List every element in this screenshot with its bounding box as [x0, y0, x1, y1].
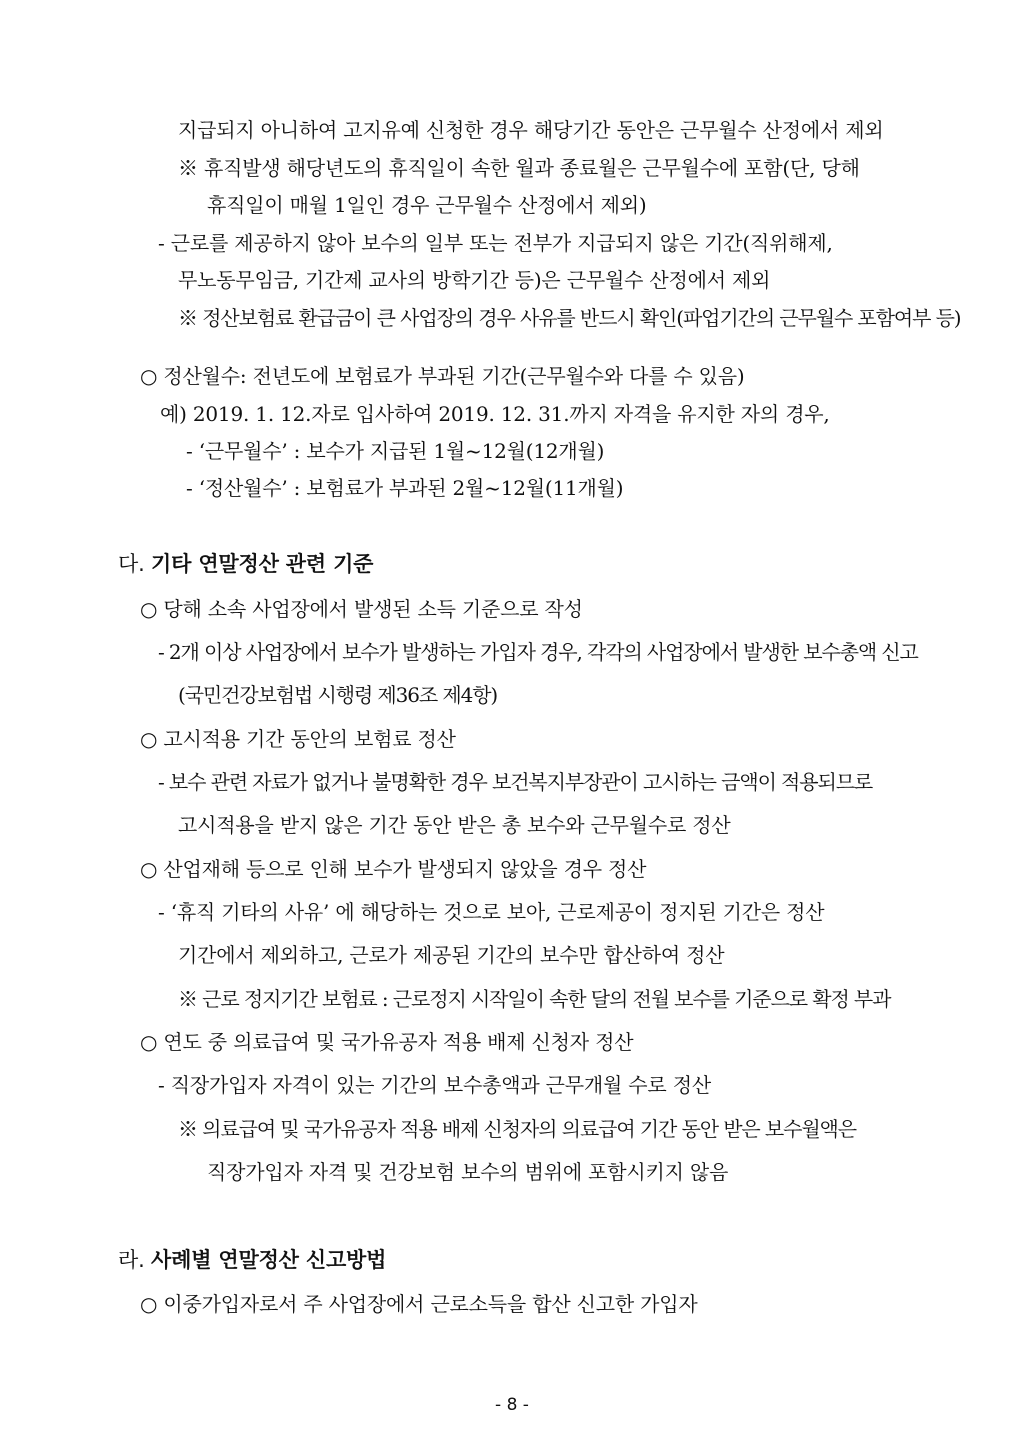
- bullet-dash-line: - ‘휴직 기타의 사유’ 에 해당하는 것으로 보아, 근로제공이 정지된 기간은 정산: [158, 900, 825, 924]
- bullet-dash-line-continued: (국민건강보험법 시행령 제36조 제4항): [178, 683, 498, 707]
- note-line-continued: 휴직일이 매월 1일인 경우 근무월수 산정에서 제외): [207, 193, 647, 217]
- bullet-dash-line: - 보수 관련 자료가 없거나 불명확한 경우 보건복지부장관이 고시하는 금액이 적용되므로: [158, 770, 873, 794]
- bullet-dash-line: - 2개 이상 사업장에서 보수가 발생하는 가입자 경우, 각각의 사업장에서 발생한 보수총액 신고: [158, 640, 918, 664]
- note-line-continued: 직장가입자 자격 및 건강보험 보수의 범위에 포함시키지 않음: [207, 1160, 729, 1184]
- bullet-circle-line: ○ 연도 중 의료급여 및 국가유공자 적용 배제 신청자 정산: [140, 1030, 634, 1054]
- section-prefix: 라.: [118, 1248, 145, 1272]
- note-line: ※ 의료급여 및 국가유공자 적용 배제 신청자의 의료급여 기간 동안 받은 보수월액은: [178, 1117, 856, 1141]
- bullet-circle-line: ○ 고시적용 기간 동안의 보험료 정산: [140, 727, 456, 751]
- bullet-circle-line: ○ 이중가입자로서 주 사업장에서 근로소득을 합산 신고한 가입자: [140, 1292, 698, 1316]
- example-line: 예) 2019. 1. 12.자로 입사하여 2019. 12. 31.까지 자격을 유지한 자의 경우,: [160, 402, 830, 426]
- note-line: ※ 근로 정지기간 보험료 : 근로정지 시작일이 속한 달의 전월 보수를 기준으로 확정 부과: [178, 987, 891, 1011]
- bullet-dash-line-continued: 기간에서 제외하고, 근로가 제공된 기간의 보수만 합산하여 정산: [178, 943, 725, 967]
- section-heading: [118, 550, 373, 578]
- bullet-dash-line-continued: 무노동무임금, 기간제 교사의 방학기간 등)은 근무월수 산정에서 제외: [178, 268, 771, 292]
- section-heading: [118, 1246, 386, 1274]
- note-line: ※ 휴직발생 해당년도의 휴직일이 속한 월과 종료월은 근무월수에 포함(단, 당해: [178, 156, 860, 180]
- page-number: - 8 -: [495, 1395, 529, 1415]
- section-title: 기타 연말정산 관련 기준: [151, 552, 374, 576]
- bullet-dash-line: - 직장가입자 자격이 있는 기간의 보수총액과 근무개월 수로 정산: [158, 1073, 711, 1097]
- bullet-circle-line: ○ 당해 소속 사업장에서 발생된 소득 기준으로 작성: [140, 597, 583, 621]
- section-prefix: 다.: [118, 552, 145, 576]
- bullet-dash-line-continued: 고시적용을 받지 않은 기간 동안 받은 총 보수와 근무월수로 정산: [178, 813, 731, 837]
- bullet-circle-line: ○ 산업재해 등으로 인해 보수가 발생되지 않았을 경우 정산: [140, 857, 647, 881]
- bullet-circle-line: ○ 정산월수: 전년도에 보험료가 부과된 기간(근무월수와 다를 수 있음): [140, 364, 745, 388]
- section-title: 사례별 연말정산 신고방법: [151, 1248, 387, 1272]
- paragraph-line: 지급되지 아니하여 고지유예 신청한 경우 해당기간 동안은 근무월수 산정에서 제외: [178, 118, 884, 142]
- example-item: - ‘정산월수’ : 보험료가 부과된 2월~12월(11개월): [186, 476, 624, 500]
- bullet-dash-line: - 근로를 제공하지 않아 보수의 일부 또는 전부가 지급되지 않은 기간(직위해제,: [158, 231, 833, 255]
- example-item: - ‘근무월수’ : 보수가 지급된 1월~12월(12개월): [186, 439, 605, 463]
- note-line: ※ 정산보험료 환급금이 큰 사업장의 경우 사유를 반드시 확인(파업기간의 근무월수 포함여부 등): [178, 306, 961, 330]
